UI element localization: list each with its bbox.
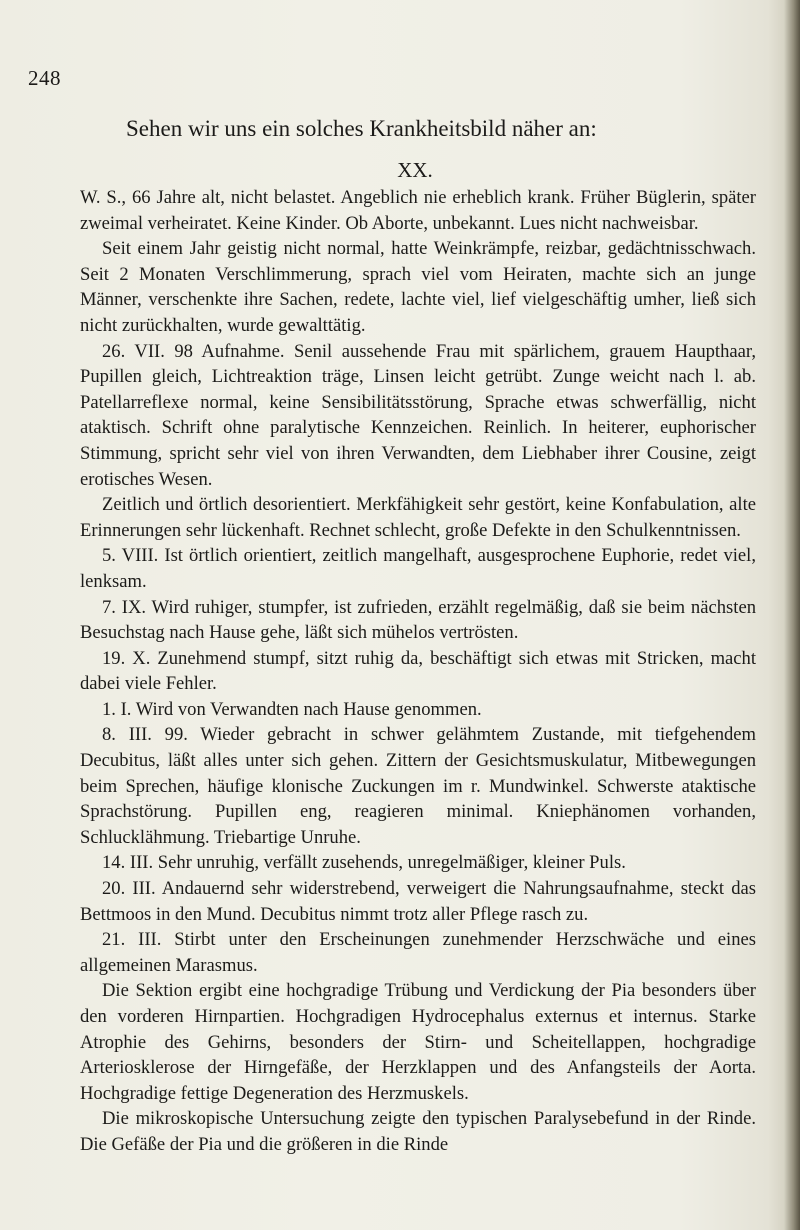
paragraph-orientation: Zeitlich und örtlich desorientiert. Merkfähigkeit sehr gestört, keine Konfabulation, alte Erinnerungen sehr lückenhaft. Rechnet schlecht, große Defekte in den Schulkenntnissen.	[80, 494, 756, 541]
case-report-text	[80, 185, 756, 1158]
paragraph-anamnesis: W. S., 66 Jahre alt, nicht belastet. Angeblich nie erheblich krank. Früher Büglerin, später zweimal verheiratet. Keine Kinder. Ob Aborte, unbekannt. Lues nicht nachweisbar.	[80, 187, 756, 234]
page-number: 248	[28, 66, 61, 90]
paragraph-entry-mar-8: 8. III. 99. Wieder gebracht in schwer gelähmtem Zustande, mit tiefgehendem Decubitus, läßt alles unter sich gehen. Zittern der Gesichtsmuskulatur, Mitbewegungen beim Sprechen, häufige klonische Zuckungen im r. Mundwinkel. Schwerste ataktische Sprachstörung. Pupillen eng, reagieren minimal. Kniephänomen vorhanden, Schlucklähmung. Triebartige Unruhe.	[80, 724, 756, 848]
paragraph-entry-mar-21: 21. III. Stirbt unter den Erscheinungen zunehmender Herzschwäche und eines allgemeinen Marasmus.	[80, 929, 756, 976]
paragraph-entry-jan: 1. I. Wird von Verwandten nach Hause genommen.	[102, 698, 482, 720]
paragraph-admission: 26. VII. 98 Aufnahme. Senil aussehende Frau mit spärlichem, grauem Haupthaar, Pupillen gleich, Lichtreaktion träge, Linsen leicht getrübt. Zunge weicht nach l. ab. Patellarreflexe normal, keine Sensibilitätsstörung, Sprache etwas schwerfällig, nicht ataktisch. Schrift ohne paralytische Kennzeichen. Reinlich. In heiterer, euphorischer Stimmung, spricht sehr viel von ihren Verwandten, dem Liebhaber ihrer Cousine, zeigt erotisches Wesen.	[80, 340, 756, 490]
paragraph-history: Seit einem Jahr geistig nicht normal, hatte Weinkrämpfe, reizbar, gedächtnisschwach. Seit 2 Monaten Verschlimmerung, sprach viel vom Heiraten, machte sich an junge Männer, verschenkte ihre Sachen, redete, lachte viel, lief vielgeschäftig umher, ließ sich nicht zurückhalten, wurde gewalttätig.	[80, 238, 756, 336]
paragraph-microscopy: Die mikroskopische Untersuchung zeigte den typischen Paralysebefund in der Rinde. Die Gefäße der Pia und die größeren in die Rinde	[80, 1108, 756, 1155]
paragraph-entry-sep: 7. IX. Wird ruhiger, stumpfer, ist zufrieden, erzählt regelmäßig, daß sie beim nächsten Besuchstag nach Hause gehe, läßt sich mühelos vertrösten.	[80, 596, 756, 644]
paragraph-autopsy: Die Sektion ergibt eine hochgradige Trübung und Verdickung der Pia besonders über den vorderen Hirnpartien. Hochgradigen Hydrocephalus externus et internus. Starke Atrophie des Gehirns, besonders der Stirn- und Scheitellappen, hochgradige Arteriosklerose der Hirngefäße, der Herzklappen und des Anfangsteils der Aorta. Hochgradige fettige Degeneration des Herzmuskels.	[80, 980, 756, 1104]
paragraph-entry-mar-14: 14. III. Sehr unruhig, verfällt zusehends, unregelmäßiger, kleiner Puls.	[102, 852, 626, 874]
case-label: XX.	[397, 158, 433, 182]
paragraph-entry-oct: 19. X. Zunehmend stumpf, sitzt ruhig da, beschäftigt sich etwas mit Stricken, macht dabei viele Fehler.	[80, 647, 756, 695]
paragraph-entry-mar-20: 20. III. Andauernd sehr widerstrebend, verweigert die Nahrungsaufnahme, steckt das Bettmoos in den Mund. Decubitus nimmt trotz aller Pflege rasch zu.	[80, 878, 756, 925]
paragraph-entry-aug: 5. VIII. Ist örtlich orientiert, zeitlich mangelhaft, ausgesprochene Euphorie, redet viel, lenksam.	[80, 545, 756, 592]
section-heading: Sehen wir uns ein solches Krankheitsbild näher an:	[126, 116, 597, 141]
page-edge-shadow	[784, 0, 800, 1230]
